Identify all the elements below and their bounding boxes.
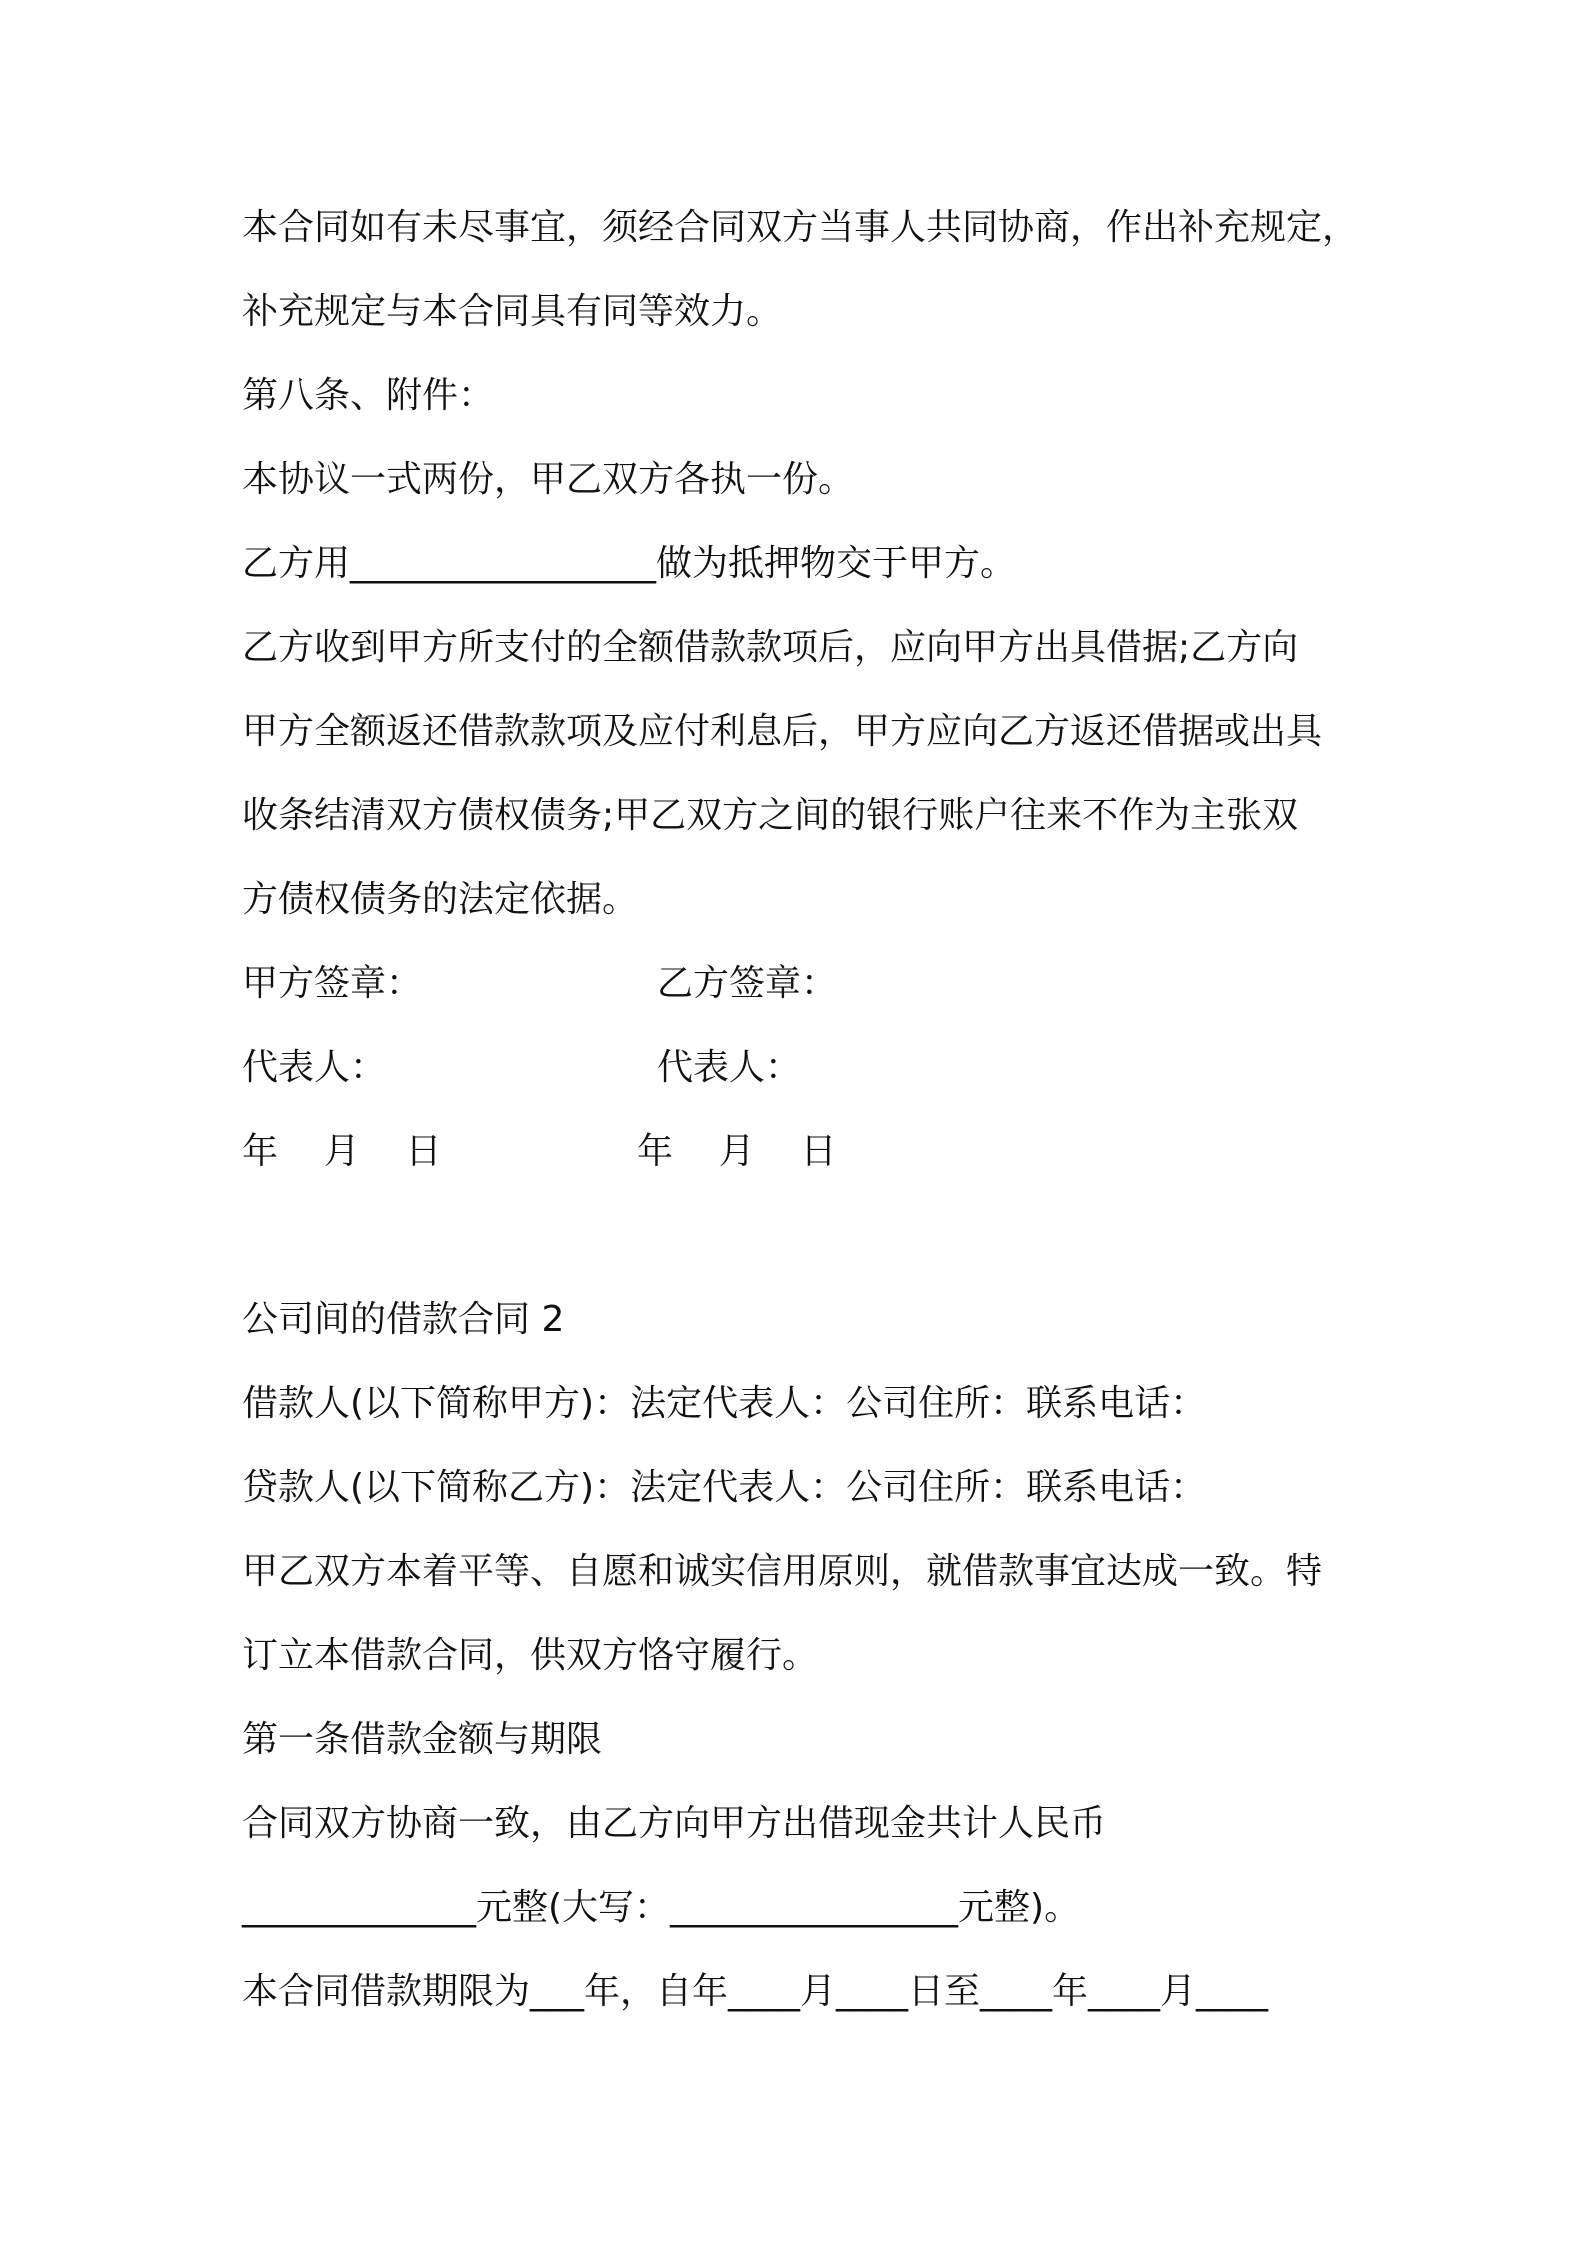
- party-a-representative-label: 代表人：: [242, 1047, 387, 1088]
- paragraph-line: 合同双方协商一致，由乙方向甲方出借现金共计人民币: [242, 1803, 1107, 1844]
- section-heading: 第一条借款金额与期限: [242, 1719, 603, 1760]
- party-b-date-label: 年 月 日: [637, 1131, 837, 1172]
- document-title: 公司间的借款合同 2: [242, 1299, 565, 1340]
- section-heading: 第八条、附件：: [242, 375, 495, 416]
- party-b-representative-label: 代表人：: [657, 1047, 802, 1088]
- paragraph-line: 借款人(以下简称甲方)：法定代表人：公司住所：联系电话：: [242, 1383, 1207, 1424]
- paragraph-line: 方债权债务的法定依据。: [242, 879, 639, 920]
- party-a-date-label: 年 月 日: [242, 1131, 442, 1172]
- paragraph-line: 甲方全额返还借款款项及应付利息后，甲方应向乙方返还借据或出具: [242, 711, 1323, 752]
- paragraph-line: 乙方用_________________做为抵押物交于甲方。: [242, 543, 1017, 584]
- paragraph-line: 本合同借款期限为___年，自年____月____日至____年____月____: [242, 1971, 1269, 2012]
- paragraph-line: 本合同如有未尽事宜，须经合同双方当事人共同协商，作出补充规定，: [242, 207, 1359, 248]
- paragraph-line: _____________元整(大写：________________元整)。: [242, 1887, 1081, 1928]
- party-a-signature-label: 甲方签章：: [242, 963, 423, 1004]
- paragraph-line: 补充规定与本合同具有同等效力。: [242, 291, 783, 332]
- paragraph-line: 订立本借款合同，供双方恪守履行。: [242, 1635, 819, 1676]
- paragraph-line: 收条结清双方债权债务;甲乙双方之间的银行账户往来不作为主张双: [242, 795, 1299, 836]
- party-b-signature-label: 乙方签章：: [657, 963, 838, 1004]
- paragraph-line: 乙方收到甲方所支付的全额借款款项后，应向甲方出具借据;乙方向: [242, 627, 1299, 668]
- paragraph-line: 甲乙双方本着平等、自愿和诚实信用原则，就借款事宜达成一致。特: [242, 1551, 1323, 1592]
- paragraph-line: 本协议一式两份，甲乙双方各执一份。: [242, 459, 855, 500]
- paragraph-line: 贷款人(以下简称乙方)：法定代表人：公司住所：联系电话：: [242, 1467, 1207, 1508]
